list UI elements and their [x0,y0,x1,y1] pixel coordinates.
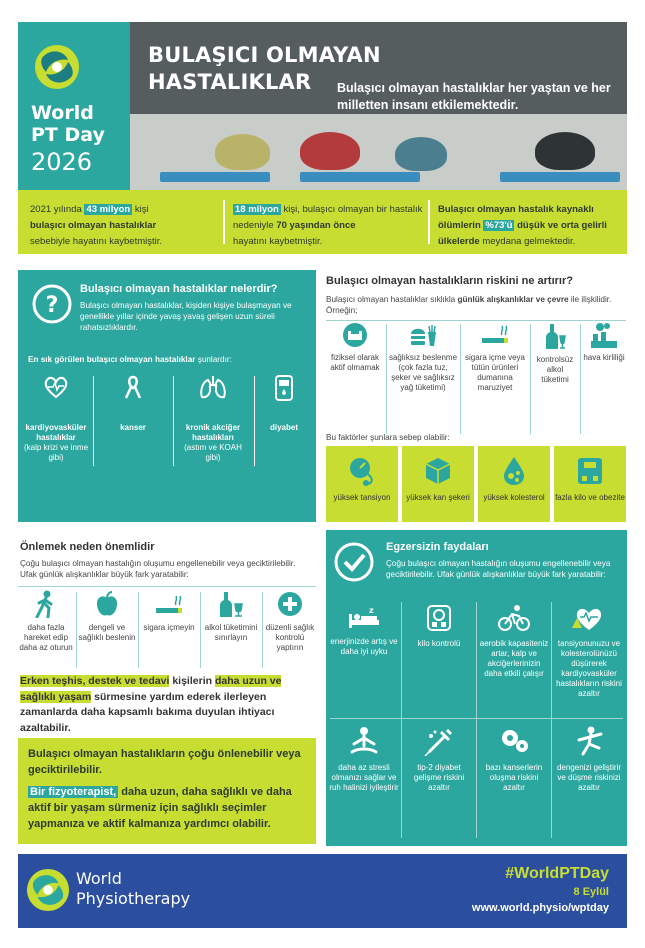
logo-panel [18,22,130,190]
risk-item: hava kirliliği [582,322,626,363]
cyclist-icon [497,604,531,632]
section-title: Bulaşıcı olmayan hastalıklar nelerdir? [80,283,278,295]
section-description: Bulaşıcı olmayan hastalıklar sıklıkla günlük alışkanlıklar ve çevre ile ilişkilidir. Örneğin; [326,295,612,315]
ribbon-icon [120,374,146,400]
divider [401,602,402,838]
person-photo [535,132,595,170]
heart-icon [43,374,69,400]
benefit-item: z enerjinizde artış ve daha iyi uyku [330,606,398,656]
person-photo [215,134,270,170]
divider [386,324,387,434]
divider [428,200,430,244]
ncd-item: kanser [98,374,168,433]
logo-text: World PT Day [31,102,105,146]
checkmark-icon [334,542,374,582]
risk-item: kontrolsüz alkol tüketimi [532,322,578,385]
section-description: Bulaşıcı olmayan hastalıklar, kişiden kişiye bulaşmayan ve genellikle yıllar içinde yavaş yavaş gelişen uzun süreli rahatsızlıklardır. [80,301,292,332]
divider [138,592,139,668]
scale-icon [574,454,606,486]
divider [580,324,581,434]
stats-bar [18,190,627,254]
exercise-mat [160,172,270,182]
hashtag: #WorldPTDay [505,865,609,882]
cause-tile: yüksek tansiyon [326,446,398,522]
divider [223,200,225,244]
lungs-icon [198,374,228,400]
question-icon [32,284,72,324]
cells-icon [498,726,530,756]
sofa-icon [342,322,368,348]
cause-tile: yüksek kan şekeri [402,446,474,522]
prevention-item: dengeli ve sağlıklı beslenin [78,590,136,643]
divider [18,586,316,587]
divider [93,376,94,466]
scale-icon [425,604,453,632]
benefit-item: aerobik kapasiteniz artar, kalp ve akciğerlerinizin daha etkili çalışır [478,604,550,679]
benefit-item: dengenizi geliştirir ve düşme riskinizi azaltır [553,726,625,793]
benefit-item: daha az stresli olmanızı sağlar ve ruh halinizi iyileştirir [328,726,400,793]
risk-factors-panel [326,272,626,522]
footer-info [409,864,609,916]
section-title: Egzersizin faydaları [386,541,489,553]
stat-2: 18 milyon kişi, bulaşıcı olmayan bir hastalık nedeniyle 70 yaşından önce hayatını kaybetmiştir. [233,204,423,247]
benefit-item: tansiyonunuzu ve kolesterolünüzü düşürerek kardiyovasküler hastalıkların riskini azaltır [553,604,625,699]
world-physiotherapy-logo-icon [26,868,70,912]
divider [173,376,174,466]
exercise-mat [300,172,420,182]
divider [330,718,623,719]
stat-1: 2021 yılında 43 milyon kişi bulaşıcı olmayan hastalıklar sebebiyle hayatını kaybetmiştir. [30,204,163,247]
common-ncds-label: En sık görülen bulaşıcı olmayan hastalıklar şunlardır: [28,355,232,364]
prevention-item: daha fazla hareket edip daha az oturun [18,590,74,653]
cause-tile: yüksek kolesterol [478,446,550,522]
early-detection-text: Erken teşhis, destek ve tedavi kişilerin daha uzun ve sağlıklı yaşam sürmesine yardım ederek ilerleyen zamanlarda daha kapsamlı bakıma duyulan ihtiyacı azaltabilir. [20,675,282,734]
syringe-icon [423,726,455,756]
benefit-item: bazı kanserlerin oluşma riskini azaltır [478,726,550,793]
what-are-ncds-panel [18,270,316,522]
page-subtitle: Bulaşıcı olmayan hastalıklar her yaştan ve her milletten insanı etkilemektedir. [337,81,611,112]
physiotherapist-callout [18,738,316,844]
divider [254,376,255,466]
website-link[interactable]: www.world.physio/wptday [471,902,609,914]
divider [530,324,531,434]
logo-year: 2026 [31,148,93,176]
divider [460,324,461,434]
apple-icon [94,590,120,618]
world-pt-day-logo-icon [34,44,80,90]
divider [476,602,477,838]
event-date: 8 Eylül [573,886,609,898]
divider [200,592,201,668]
medical-cross-icon [277,590,303,618]
benefit-item: kilo kontrolü [403,604,475,649]
footer [18,854,627,928]
prevention-item: düzenli sağlık kontrolü yaptırın [264,590,316,653]
prevention-panel [18,534,316,734]
brand-name: World Physiotherapy [76,869,191,908]
factory-icon [590,322,618,348]
section-description: Çoğu bulaşıcı olmayan hastalığın oluşumu engellenebilir veya geciktirilebilir. Ufak günlük alışkanlıklar büyük fark yaratabilir: [386,559,611,579]
divider [76,592,77,668]
alcohol-bottle-icon [544,322,566,350]
prevention-item: alkol tüketimini sınırlayın [202,590,260,643]
page-title: BULAŞICI OLMAYAN HASTALIKLAR [148,43,381,94]
meditation-icon [348,726,380,756]
person-photo [300,132,360,170]
divider [262,592,263,668]
causes-label: Bu faktörler şunlara sebep olabilir: [326,433,450,442]
callout-text: Bulaşıcı olmayan hastalıkların çoğu önlenebilir veya geciktirilebilir. Bir fizyoterapist, daha uzun, daha sağlıklı ve daha aktif bir yaşam sürmeniz için sağlıklı seçimler yapmanıza ve aktif kalmanıza yardımcı olabilir. [28,748,301,830]
cause-tile: fazla kilo ve obezite [554,446,626,522]
risk-item: sağlıksız beslenme (çok fazla tuz, şeker ve sağlıksız yağ tüketimi) [388,322,458,393]
exercise-mat [500,172,620,182]
sugar-cube-icon [422,454,454,486]
junk-food-icon [408,322,438,348]
cigarette-icon [154,590,184,618]
person-photo [395,137,447,171]
prevention-item: sigara içmeyin [140,590,198,633]
blood-pressure-icon [346,454,378,486]
cholesterol-drop-icon [498,454,530,486]
walking-person-icon [33,590,59,618]
divider [326,320,626,321]
ncd-item: diyabet [256,374,312,433]
risk-item: sigara içme veya tütün ürünleri dumanına maruziyet [462,322,528,393]
heart-warning-icon [572,604,606,632]
section-description: Çoğu bulaşıcı olmayan hastalığın oluşumu engellenebilir veya geciktirilebilir. Ufak günlük alışkanlıklar büyük fark yaratabilir: [20,559,296,579]
ncd-item: kardiyovasküler hastalıklar (kalp krizi ve inme gibi) [24,374,88,463]
bed-sleep-icon [347,604,381,630]
cigarette-icon [480,322,510,348]
header-banner [130,22,627,190]
stat-3: Bulaşıcı olmayan hastalık kaynaklı ölümlerin %73'ü düşük ve orta gelirli ülkelerde meydana gelmektedir. [438,204,607,247]
balance-pose-icon [573,726,605,756]
ncd-item: kronik akciğer hastalıkları (astım ve KOAH gibi) [176,374,250,463]
glucose-meter-icon [273,374,295,402]
risk-item: fiziksel olarak aktif olmamak [326,322,384,373]
alcohol-bottle-icon [218,590,244,618]
section-title: Bulaşıcı olmayan hastalıkların riskini ne artırır? [326,275,573,287]
exercise-benefits-panel [326,530,627,846]
svg-text:z: z [369,606,374,615]
section-title: Önlemek neden önemlidir [20,541,155,553]
benefit-item: tip-2 diyabet gelişme riskini azaltır [403,726,475,793]
divider [551,602,552,838]
svg-text:?: ? [45,293,59,318]
